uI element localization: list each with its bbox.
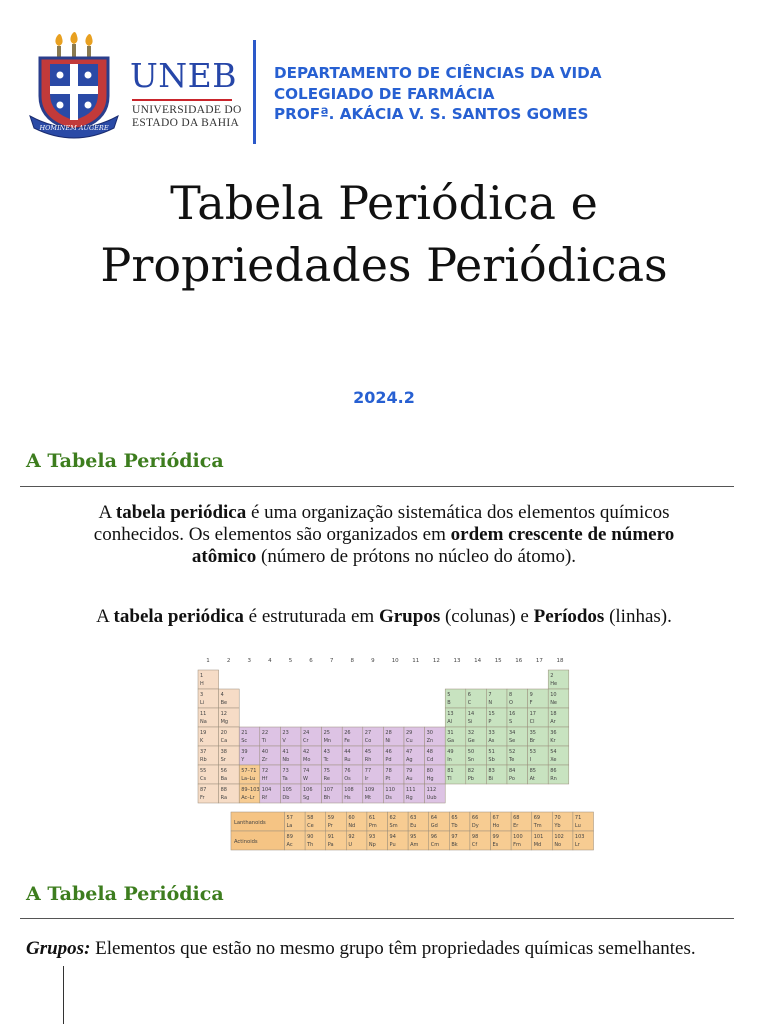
element-symbol: N — [488, 700, 493, 706]
element-symbol: Lr — [574, 842, 580, 848]
atomic-number: 43 — [323, 749, 330, 755]
atomic-number: 78 — [385, 768, 392, 774]
element-symbol: Ru — [344, 757, 351, 763]
atomic-number: 108 — [344, 787, 354, 793]
document-title — [0, 172, 768, 296]
atomic-number: 58 — [307, 815, 314, 821]
element-symbol: Cf — [471, 842, 478, 848]
group-number: 9 — [371, 658, 375, 664]
atomic-number: 70 — [554, 815, 561, 821]
group-number: 2 — [226, 658, 231, 664]
element-symbol: Bi — [488, 776, 494, 782]
element-symbol: Ti — [261, 738, 267, 744]
atomic-number: 107 — [323, 787, 334, 793]
element-symbol: Cs — [200, 776, 207, 782]
atomic-number: 86 — [550, 768, 557, 774]
element-symbol: Ca — [220, 738, 228, 744]
atomic-number: 61 — [368, 815, 376, 821]
element-symbol: Mo — [303, 757, 311, 763]
element-symbol: Ag — [406, 757, 413, 763]
element-symbol: U — [348, 842, 352, 848]
bold-term: tabela periódica — [115, 502, 247, 523]
element-symbol: Pu — [389, 842, 396, 848]
element-symbol: Tm — [533, 823, 542, 829]
atomic-number: 74 — [303, 768, 310, 774]
element-symbol: P — [488, 719, 492, 725]
text-run: (número de prótons no núcleo do átomo). — [256, 546, 577, 567]
element-symbol: As — [488, 738, 495, 744]
atomic-number: 19 — [200, 730, 207, 736]
atomic-number: 96 — [430, 834, 438, 840]
element-symbol: F — [529, 700, 533, 706]
header-divider — [253, 40, 256, 144]
atomic-number: 24 — [303, 730, 310, 736]
element-symbol: Ds — [385, 795, 392, 801]
course-name: COLEGIADO DE FARMÁCIA — [274, 84, 495, 103]
element-symbol: Ho — [492, 823, 500, 829]
element-symbol: Bk — [451, 842, 458, 848]
element-symbol: Y — [241, 757, 245, 763]
element-symbol: Am — [410, 842, 419, 848]
element-symbol: Ge — [467, 738, 475, 744]
element-symbol: Cm — [430, 842, 440, 848]
section-divider — [20, 918, 734, 919]
element-symbol: Na — [200, 719, 207, 725]
atomic-number: 11 — [200, 711, 207, 717]
atomic-number: 98 — [471, 834, 479, 840]
atomic-number: 7 — [488, 692, 492, 698]
bold-term: Períodos — [533, 606, 605, 627]
element-symbol: Rh — [364, 757, 372, 763]
group-number: 11 — [412, 658, 420, 664]
atomic-number: 91 — [327, 834, 335, 840]
element-symbol: Pt — [385, 776, 391, 782]
atomic-number: 17 — [529, 711, 536, 717]
atomic-number: 33 — [488, 730, 495, 736]
series-label: Lanthanoids — [233, 820, 266, 826]
element-symbol: Er — [513, 823, 519, 829]
element-symbol: Fm — [513, 842, 521, 848]
element-symbol: Xe — [550, 757, 557, 763]
title-line: Tabela Periódica e — [170, 176, 598, 230]
atomic-number: 6 — [467, 692, 471, 698]
atomic-number: 93 — [368, 834, 376, 840]
atomic-number: 67 — [492, 815, 499, 821]
element-symbol: Rb — [200, 757, 207, 763]
element-symbol: Fr — [200, 795, 205, 801]
group-number: 17 — [535, 658, 543, 664]
element-symbol: Kr — [550, 738, 556, 744]
element-symbol: Dy — [471, 823, 479, 829]
element-symbol: Te — [509, 757, 515, 763]
text-run: (linhas). — [604, 606, 672, 627]
structure-paragraph — [76, 606, 692, 628]
element-symbol: Ra — [220, 795, 228, 801]
element-symbol: Rn — [550, 776, 557, 782]
atomic-number: 80 — [426, 768, 433, 774]
element-symbol: Sr — [220, 757, 226, 763]
periodic-table-figure — [196, 654, 585, 860]
atomic-number: 73 — [282, 768, 289, 774]
atomic-number: 21 — [241, 730, 248, 736]
element-symbol: Gd — [430, 823, 438, 829]
element-symbol: Fe — [344, 738, 350, 744]
atomic-number: 15 — [488, 711, 495, 717]
atomic-number: 47 — [406, 749, 413, 755]
element-symbol: Sg — [303, 795, 310, 801]
atomic-number: 53 — [529, 749, 536, 755]
group-number: 8 — [350, 658, 354, 664]
atomic-number: 66 — [471, 815, 479, 821]
atomic-number: 81 — [447, 768, 454, 774]
atomic-number: 40 — [261, 749, 269, 755]
group-number: 5 — [288, 658, 293, 664]
atomic-number: 101 — [533, 834, 544, 840]
element-symbol: Ta — [282, 776, 288, 782]
atomic-number: 65 — [451, 815, 458, 821]
svg-text:HOMINEM AUGERE: HOMINEM AUGERE — [39, 124, 109, 132]
atomic-number: 89 — [286, 834, 293, 840]
element-symbol: Uub — [426, 795, 437, 801]
element-symbol: C — [467, 700, 472, 706]
element-symbol: Sc — [241, 738, 248, 744]
atomic-number: 64 — [430, 815, 438, 821]
atomic-number: 2 — [550, 673, 554, 679]
bold-term: ordem crescente de número atômico — [191, 524, 675, 567]
element-symbol: In — [447, 757, 452, 763]
element-symbol: Th — [307, 842, 314, 848]
atomic-number: 85 — [529, 768, 536, 774]
atomic-number: 27 — [364, 730, 372, 736]
group-number: 1 — [206, 658, 210, 664]
atomic-number: 46 — [385, 749, 392, 755]
atomic-number: 22 — [261, 730, 269, 736]
atomic-number: 1 — [200, 673, 204, 679]
atomic-number: 36 — [550, 730, 557, 736]
bullet-rule — [63, 966, 64, 1024]
element-symbol: Tl — [447, 776, 452, 782]
atomic-number: 55 — [200, 768, 207, 774]
atomic-number: 90 — [307, 834, 314, 840]
element-symbol: K — [200, 738, 204, 744]
professor-name: PROFª. AKÁCIA V. S. SANTOS GOMES — [274, 105, 589, 123]
atomic-number: 45 — [364, 749, 372, 755]
element-symbol: Ne — [550, 700, 558, 706]
atomic-number: 42 — [303, 749, 310, 755]
group-number: 15 — [494, 658, 502, 664]
atomic-number: 105 — [282, 787, 292, 793]
atomic-number: 92 — [348, 834, 355, 840]
element-symbol: Pb — [467, 776, 475, 782]
atomic-number: 28 — [385, 730, 392, 736]
element-symbol: Rf — [261, 795, 268, 801]
element-symbol: Cd — [426, 757, 434, 763]
atomic-number: 52 — [509, 749, 516, 755]
element-symbol: La — [286, 823, 293, 829]
atomic-number: 3 — [200, 692, 204, 698]
atomic-number: 63 — [410, 815, 417, 821]
element-symbol: Cl — [529, 719, 535, 725]
atomic-number: 79 — [406, 768, 413, 774]
atomic-number: 104 — [261, 787, 272, 793]
atomic-number: 48 — [426, 749, 433, 755]
atomic-number: 84 — [509, 768, 516, 774]
element-symbol: Mg — [220, 719, 229, 725]
document-header — [0, 0, 768, 160]
element-symbol: Sm — [389, 823, 398, 829]
atomic-number: 99 — [492, 834, 499, 840]
element-symbol: Ir — [364, 776, 369, 782]
university-name-line: UNIVERSIDADE DO — [132, 104, 242, 116]
atomic-number: 76 — [344, 768, 351, 774]
element-symbol: Hg — [426, 776, 434, 782]
atomic-number: 82 — [467, 768, 475, 774]
text-run: é estruturada em — [243, 606, 379, 627]
element-symbol: Re — [323, 776, 330, 782]
element-symbol: W — [303, 776, 308, 782]
atomic-number: 94 — [389, 834, 396, 840]
atomic-number: 71 — [574, 815, 582, 821]
element-symbol: Be — [220, 700, 228, 706]
groups-definition — [26, 938, 696, 960]
element-symbol: Db — [282, 795, 290, 801]
atomic-number: 41 — [282, 749, 289, 755]
element-symbol: Cr — [303, 738, 309, 744]
atomic-number: 100 — [513, 834, 523, 840]
atomic-number: 60 — [348, 815, 355, 821]
text-run: A — [98, 502, 116, 523]
university-crest-icon — [26, 30, 122, 138]
element-symbol: B — [447, 700, 451, 706]
element-symbol: Ga — [447, 738, 455, 744]
atomic-number: 35 — [529, 730, 536, 736]
element-symbol: Cu — [406, 738, 413, 744]
bold-term: Grupos — [378, 606, 441, 627]
atomic-number: 75 — [323, 768, 330, 774]
section-divider — [20, 486, 734, 487]
element-symbol: Np — [368, 842, 376, 848]
atomic-number: 10 — [550, 692, 557, 698]
text-run: é uma organização sistemática dos elementos químicos conhecidos. Os elementos são organizados em — [93, 502, 670, 545]
atomic-number: 72 — [261, 768, 269, 774]
element-symbol: Ce — [307, 823, 314, 829]
atomic-number: 57 — [286, 815, 293, 821]
element-symbol: Zr — [261, 757, 268, 763]
group-number: 6 — [309, 658, 313, 664]
element-symbol: Os — [344, 776, 351, 782]
element-symbol: Ni — [385, 738, 391, 744]
element-symbol: Co — [364, 738, 372, 744]
element-symbol: Eu — [410, 823, 417, 829]
group-number: 12 — [432, 658, 440, 664]
groups-term: Grupos: — [26, 938, 91, 959]
group-number: 4 — [268, 658, 272, 664]
atomic-number: 89–103 — [241, 787, 260, 793]
element-symbol: Si — [467, 719, 473, 725]
element-symbol: Au — [406, 776, 413, 782]
element-symbol: Sb — [488, 757, 495, 763]
series-label: Actinoids — [233, 839, 258, 845]
element-symbol: Pa — [327, 842, 334, 848]
element-symbol: Ac–Lr — [241, 795, 255, 801]
atomic-number: 95 — [410, 834, 417, 840]
section-title: A Tabela Periódica — [26, 883, 224, 905]
group-number: 7 — [329, 658, 334, 664]
text-run: A — [96, 606, 114, 627]
element-symbol: Es — [492, 842, 499, 848]
intro-paragraph — [76, 502, 692, 568]
element-symbol: S — [509, 719, 513, 725]
group-number: 13 — [453, 658, 461, 664]
atomic-number: 106 — [303, 787, 313, 793]
atomic-number: 50 — [467, 749, 475, 755]
atomic-number: 37 — [200, 749, 207, 755]
atomic-number: 8 — [509, 692, 513, 698]
element-symbol: Tc — [323, 757, 329, 763]
element-symbol: Pr — [327, 823, 333, 829]
atomic-number: 109 — [364, 787, 375, 793]
atomic-number: 97 — [451, 834, 458, 840]
section-title: A Tabela Periódica — [26, 450, 224, 472]
atomic-number: 112 — [426, 787, 437, 793]
atomic-number: 111 — [406, 787, 416, 793]
atomic-number: 38 — [220, 749, 227, 755]
element-symbol: Mt — [364, 795, 372, 801]
element-symbol: Po — [509, 776, 515, 782]
atomic-number: 12 — [220, 711, 227, 717]
department-name: DEPARTAMENTO DE CIÊNCIAS DA VIDA — [274, 64, 602, 82]
element-symbol: I — [529, 757, 532, 763]
semester-label: 2024.2 — [353, 388, 415, 407]
university-acronym: UNEB — [130, 56, 238, 95]
element-symbol: La–Lu — [241, 776, 256, 782]
atomic-number: 68 — [513, 815, 520, 821]
element-symbol: Sn — [467, 757, 475, 763]
element-symbol: V — [282, 738, 286, 744]
element-symbol: Hf — [261, 776, 268, 782]
atomic-number: 44 — [344, 749, 351, 755]
atomic-number: 57–71 — [241, 768, 257, 774]
university-full-name — [132, 104, 242, 130]
element-symbol: Mn — [323, 738, 332, 744]
atomic-number: 77 — [364, 768, 372, 774]
element-symbol: Se — [509, 738, 516, 744]
atomic-number: 102 — [554, 834, 564, 840]
element-symbol: Pd — [385, 757, 392, 763]
group-number: 16 — [515, 658, 523, 664]
atomic-number: 13 — [447, 711, 454, 717]
element-symbol: At — [529, 776, 535, 782]
atomic-number: 88 — [220, 787, 227, 793]
group-number: 18 — [556, 658, 564, 664]
atomic-number: 54 — [550, 749, 557, 755]
atomic-number: 87 — [200, 787, 207, 793]
atomic-number: 83 — [488, 768, 495, 774]
atomic-number: 56 — [220, 768, 227, 774]
element-symbol: Ar — [550, 719, 556, 725]
atomic-number: 49 — [447, 749, 454, 755]
element-symbol: Al — [447, 719, 453, 725]
atomic-number: 9 — [529, 692, 533, 698]
bold-term: tabela periódica — [113, 606, 244, 627]
atomic-number: 110 — [385, 787, 395, 793]
group-number: 3 — [247, 658, 251, 664]
atomic-number: 14 — [467, 711, 475, 717]
atomic-number: 16 — [509, 711, 516, 717]
atomic-number: 31 — [447, 730, 454, 736]
element-symbol: Rg — [406, 795, 413, 801]
atomic-number: 29 — [406, 730, 413, 736]
atomic-number: 103 — [574, 834, 585, 840]
element-symbol: No — [554, 842, 562, 848]
atomic-number: 25 — [323, 730, 330, 736]
element-symbol: Br — [529, 738, 536, 744]
university-name-line: ESTADO DA BAHIA — [132, 117, 240, 129]
element-symbol: Yb — [554, 823, 561, 829]
university-rule — [132, 99, 232, 101]
element-symbol: H — [200, 681, 204, 687]
atomic-number: 62 — [389, 815, 396, 821]
group-number: 14 — [474, 658, 482, 664]
atomic-number: 4 — [220, 692, 224, 698]
element-symbol: Pm — [368, 823, 377, 829]
element-symbol: Bh — [323, 795, 331, 801]
text-run: Elementos que estão no mesmo grupo têm propriedades químicas semelhantes. — [90, 938, 696, 959]
atomic-number: 32 — [467, 730, 475, 736]
element-symbol: Li — [200, 700, 205, 706]
element-symbol: He — [550, 681, 558, 687]
element-symbol: Zn — [426, 738, 434, 744]
element-symbol: Hs — [344, 795, 351, 801]
atomic-number: 5 — [447, 692, 451, 698]
element-symbol: Tb — [451, 823, 458, 829]
atomic-number: 51 — [488, 749, 495, 755]
atomic-number: 59 — [327, 815, 335, 821]
atomic-number: 18 — [550, 711, 557, 717]
atomic-number: 26 — [344, 730, 351, 736]
element-symbol: Ac — [286, 842, 293, 848]
element-symbol: Nb — [282, 757, 290, 763]
atomic-number: 20 — [220, 730, 227, 736]
department-block — [274, 63, 602, 125]
atomic-number: 39 — [241, 749, 248, 755]
element-symbol: O — [509, 700, 513, 706]
element-symbol: Nd — [348, 823, 356, 829]
group-number: 10 — [391, 658, 399, 664]
element-symbol: Lu — [574, 823, 581, 829]
text-run: (colunas) e — [440, 606, 534, 627]
atomic-number: 34 — [509, 730, 516, 736]
atomic-number: 69 — [533, 815, 541, 821]
atomic-number: 23 — [282, 730, 289, 736]
element-symbol: Md — [533, 842, 542, 848]
atomic-number: 30 — [426, 730, 433, 736]
title-line: Propriedades Periódicas — [100, 238, 668, 292]
element-symbol: Ba — [220, 776, 228, 782]
